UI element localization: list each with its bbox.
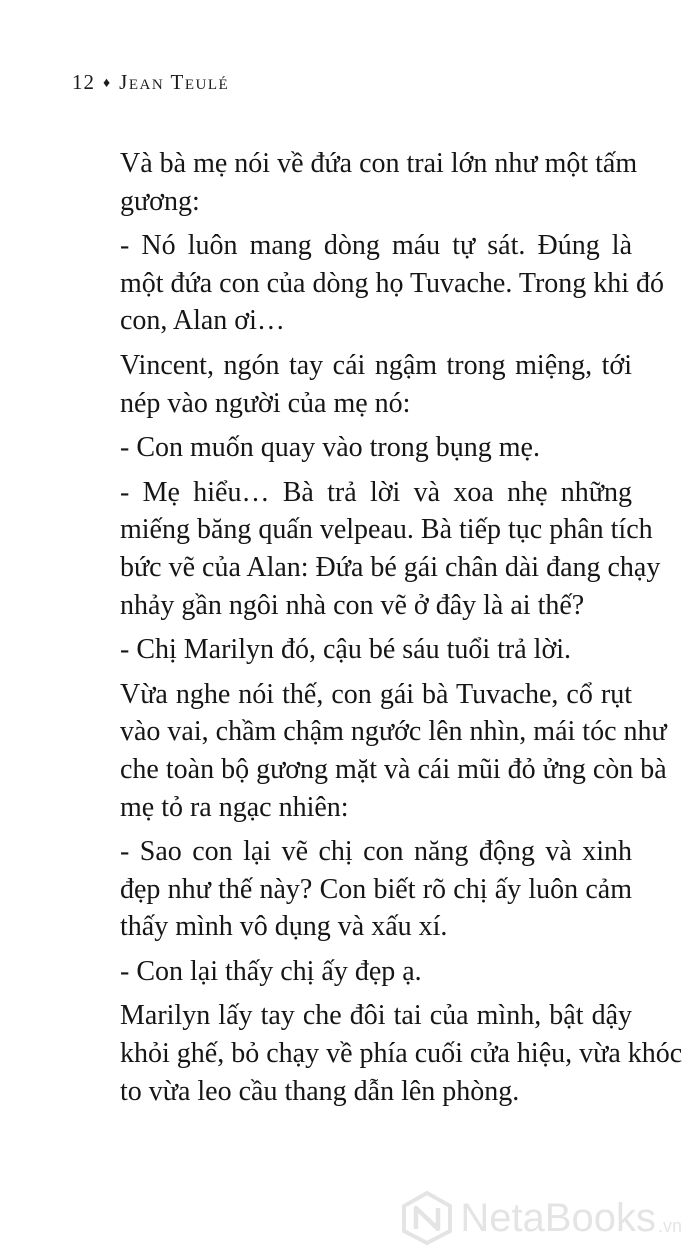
page-number: 12 xyxy=(72,70,95,94)
netabooks-watermark xyxy=(400,1191,682,1245)
text-line: vào vai, chầm chậm ngước lên nhìn, mái tóc như xyxy=(120,716,667,748)
paragraph xyxy=(116,429,632,467)
paragraph xyxy=(116,347,632,422)
paragraph xyxy=(116,833,632,946)
text-line: - Chị Marilyn đó, cậu bé sáu tuổi trả lời. xyxy=(120,634,572,666)
text-line: che toàn bộ gương mặt và cái mũi đỏ ửng còn bà xyxy=(120,753,667,785)
text-line: nép vào người của mẹ nó: xyxy=(120,387,411,419)
watermark-brand: NetaBooks xyxy=(460,1195,656,1240)
text-line: Vincent, ngón tay cái ngậm trong miệng, tới xyxy=(120,349,632,381)
text-line: nhảy gần ngôi nhà con vẽ ở đây là ai thế? xyxy=(120,589,585,621)
text-line: con, Alan ơi… xyxy=(120,305,285,337)
text-line: - Con lại thấy chị ấy đẹp ạ. xyxy=(120,955,422,987)
text-line: mẹ tỏ ra ngạc nhiên: xyxy=(120,791,349,823)
author-name: Jean Teulé xyxy=(119,70,230,94)
netabooks-logo-icon xyxy=(400,1191,454,1245)
watermark-suffix: .vn xyxy=(657,1216,682,1236)
text-line: to vừa leo cầu thang dẫn lên phòng. xyxy=(120,1075,520,1107)
paragraph xyxy=(116,631,632,669)
text-line: bức vẽ của Alan: Đứa bé gái chân dài đang chạy xyxy=(120,551,661,583)
text-line: khỏi ghế, bỏ chạy về phía cuối cửa hiệu, vừa khóc xyxy=(120,1038,683,1070)
paragraph xyxy=(116,474,661,624)
text-line: miếng băng quấn velpeau. Bà tiếp tục phân tích xyxy=(120,514,653,546)
paragraph xyxy=(116,997,683,1110)
text-line: một đứa con của dòng họ Tuvache. Trong khi đó xyxy=(120,267,665,299)
paragraph xyxy=(116,953,632,991)
text-line: - Con muốn quay vào trong bụng mẹ. xyxy=(120,432,540,464)
body-text xyxy=(116,145,683,1117)
paragraph xyxy=(116,676,667,826)
text-line: - Sao con lại vẽ chị con năng động và xinh xyxy=(120,836,632,868)
text-line: gương: xyxy=(120,185,200,217)
text-line: - Mẹ hiểu… Bà trả lời và xoa nhẹ những xyxy=(120,476,632,508)
paragraph xyxy=(116,145,638,220)
diamond-separator-icon: ♦ xyxy=(103,76,112,91)
text-line: đẹp như thế này? Con biết rõ chị ấy luôn cảm xyxy=(120,873,632,905)
text-line: thấy mình vô dụng và xấu xí. xyxy=(120,911,448,943)
text-line: Và bà mẹ nói về đứa con trai lớn như một tấm xyxy=(120,148,638,179)
text-line: Vừa nghe nói thế, con gái bà Tuvache, cổ rụt xyxy=(120,678,632,710)
text-line: Marilyn lấy tay che đôi tai của mình, bật dậy xyxy=(120,1000,632,1032)
paragraph xyxy=(116,227,665,340)
text-line: - Nó luôn mang dòng máu tự sát. Đúng là xyxy=(120,230,632,262)
running-head xyxy=(72,70,229,95)
